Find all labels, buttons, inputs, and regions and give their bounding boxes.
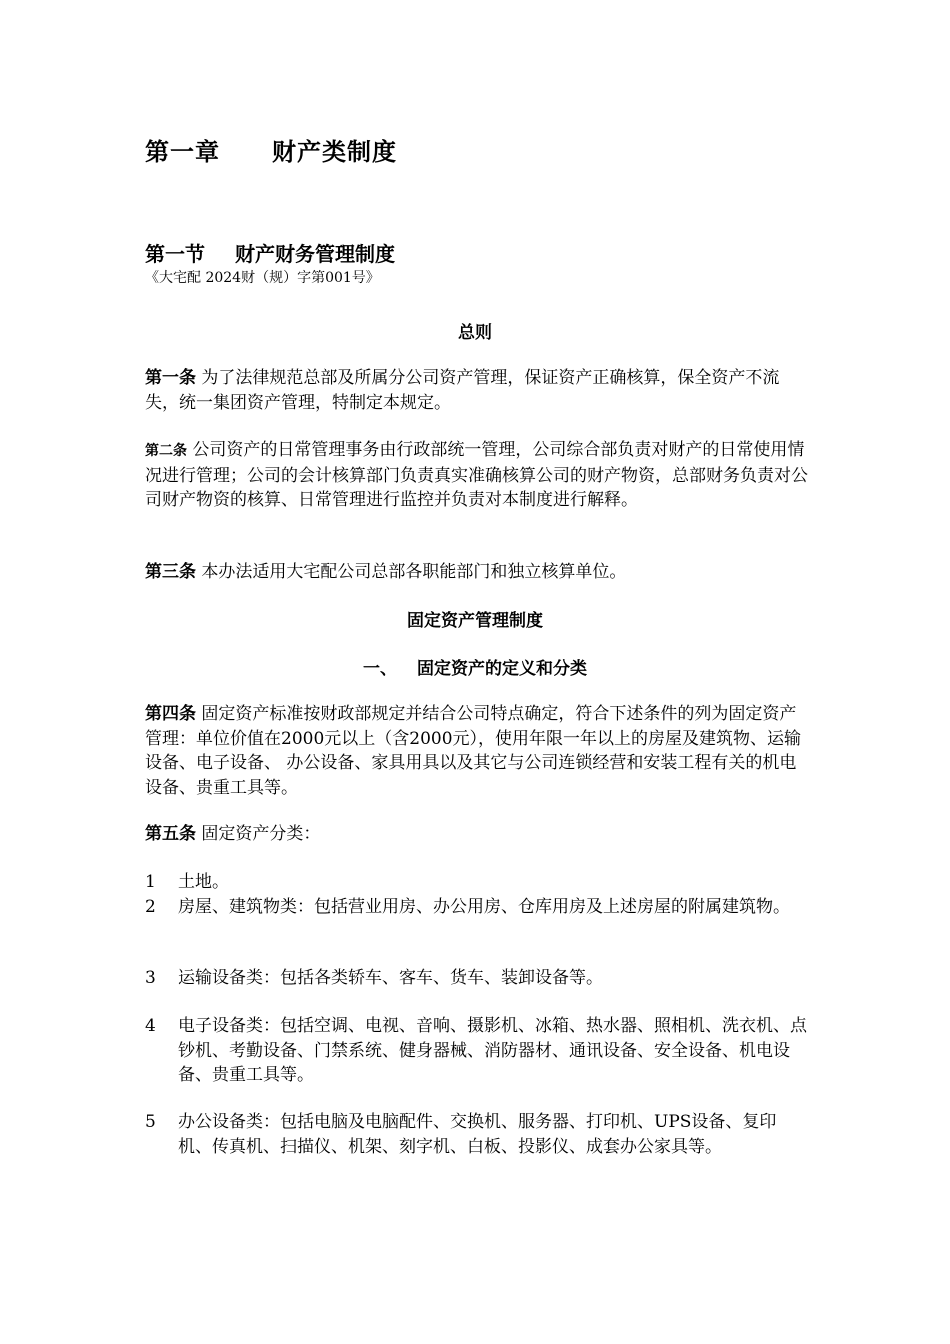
article-1-text: 为了法律规范总部及所属分公司资产管理，保证资产正确核算，保全资产不流失，统一集团资产管理，特制定本规定。 (145, 368, 780, 413)
category-list (145, 966, 810, 991)
list-item-number: 3 (145, 968, 156, 988)
article-4-text: 固定资产标准按财政部规定并结合公司特点确定，符合下述条件的列为固定资产管理：单位价值在2000元以上（含2000元），使用年限一年以上的房屋及建筑物、运输设备、电子设备、 办公设备、家具用具以及其它与公司连锁经营和安装工程有关的机电设备、贵重工具等。 (145, 704, 802, 798)
list-item-number: 2 (145, 896, 156, 917)
article-2-label: 第二条 (145, 443, 187, 459)
article-5-label: 第五条 (145, 824, 196, 844)
list-item (145, 966, 810, 991)
list-item-text: 运输设备类：包括各类轿车、客车、货车、装卸设备等。 (178, 968, 603, 988)
category-list (145, 870, 810, 919)
list-item (145, 1110, 810, 1159)
general-provisions-heading: 总则 (458, 323, 492, 343)
list-item (145, 870, 810, 895)
list-item-number: 4 (145, 1016, 156, 1036)
article-4 (145, 702, 810, 800)
chapter-label: 第一章 (145, 138, 220, 166)
list-item-text: 房屋、建筑物类：包括营业用房、办公用房、仓库用房及上述房屋的附属建筑物。 (178, 896, 790, 917)
fixed-asset-heading: 固定资产管理制度 (407, 611, 543, 631)
chapter-name: 财产类制度 (272, 138, 397, 166)
list-item (145, 895, 810, 920)
subsection-heading (145, 654, 805, 679)
category-list (145, 1014, 810, 1088)
list-item-number: 1 (145, 872, 156, 892)
list-item-text: 办公设备类：包括电脑及电脑配件、交换机、服务器、打印机、UPS设备、复印机、传真机、扫描仪、机架、刻字机、白板、投影仪、成套办公家具等。 (178, 1112, 777, 1157)
category-list (145, 1110, 810, 1159)
subsection-number: 一、 (363, 659, 397, 679)
article-3 (145, 560, 810, 585)
subsection-title: 固定资产的定义和分类 (417, 659, 587, 679)
article-3-text: 本办法适用大宅配公司总部各职能部门和独立核算单位。 (201, 562, 627, 582)
list-item-text: 电子设备类：包括空调、电视、音响、摄影机、冰箱、热水器、照相机、洗衣机、点钞机、考勤设备、门禁系统、健身器械、消防器材、通讯设备、安全设备、机电设备、贵重工具等。 (178, 1016, 807, 1085)
article-1-label: 第一条 (145, 368, 196, 388)
article-2 (145, 438, 810, 513)
article-3-label: 第三条 (145, 562, 196, 582)
article-4-label: 第四条 (145, 704, 196, 724)
article-5 (145, 822, 810, 847)
article-2-text: 公司资产的日常管理事务由行政部统一管理，公司综合部负责对财产的日常使用情况进行管理；公司的会计核算部门负责真实准确核算公司的财产物资，总部财务负责对公司财产物资的核算、日常管理进行监控并负责对本制度进行解释。 (145, 440, 808, 510)
list-item (145, 1014, 810, 1088)
chapter-title (145, 132, 397, 167)
section-title (145, 238, 395, 267)
section-name: 财产财务管理制度 (235, 242, 395, 266)
list-item-number: 5 (145, 1112, 156, 1132)
article-5-text: 固定资产分类： (201, 824, 321, 844)
section-label: 第一节 (145, 242, 205, 266)
document-number: 《大宅配 2024财（规）字第001号》 (145, 270, 380, 286)
article-1 (145, 366, 810, 415)
list-item-text: 土地。 (178, 872, 229, 892)
